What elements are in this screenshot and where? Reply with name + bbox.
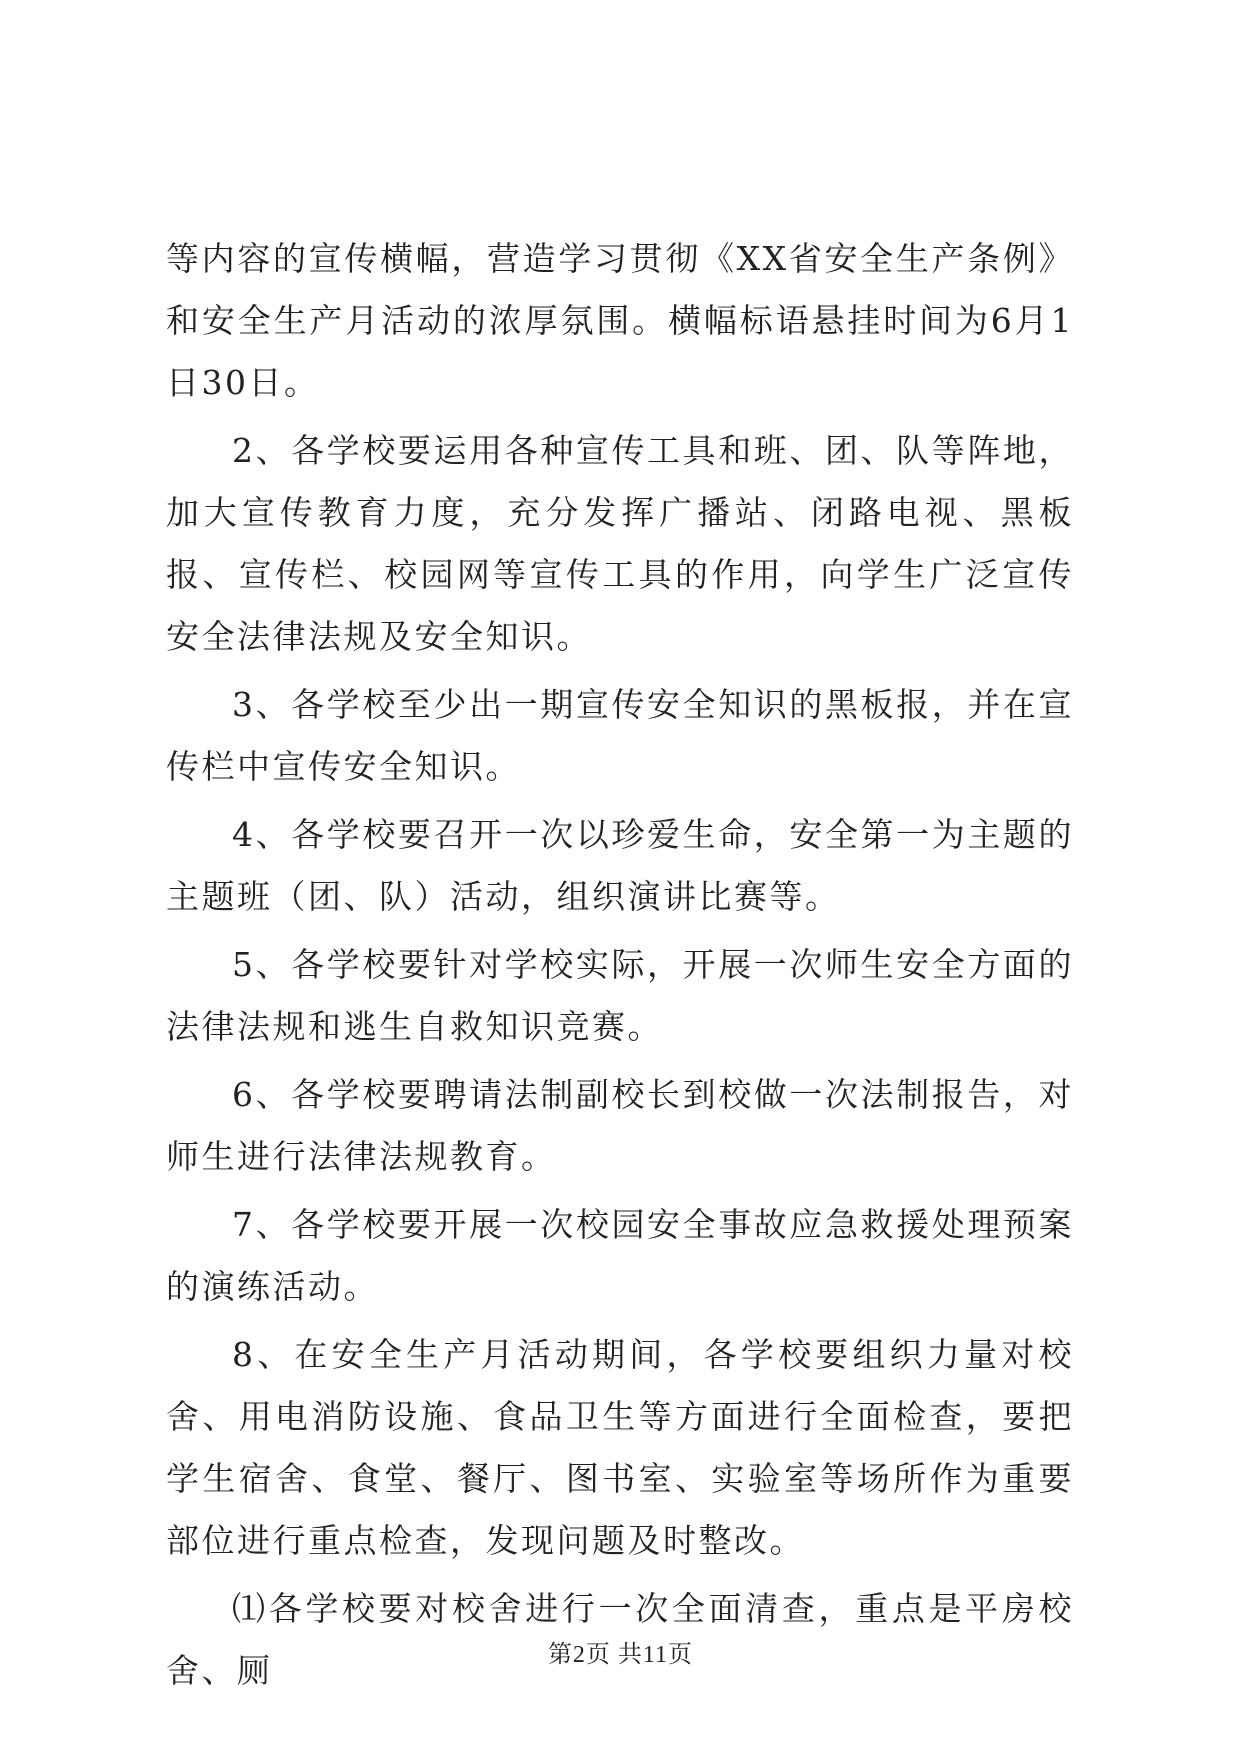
paragraph-item-4: 4、各学校要召开一次以珍爱生命，安全第一为主题的主题班（团、队）活动，组织演讲比赛等。 (166, 815, 1074, 916)
paragraph-item-5: 5、各学校要针对学校实际，开展一次师生安全方面的法律法规和逃生自救知识竞赛。 (166, 945, 1074, 1046)
page-number-footer: 第2页 共11页 (547, 1642, 694, 1668)
paragraph-item-8: 8、在安全生产月活动期间，各学校要组织力量对校舍、用电消防设施、食品卫生等方面进行全面检查，要把学生宿舍、食堂、餐厅、图书室、实验室等场所作为重要部位进行重点检查，发现问题及时整改。 (166, 1335, 1074, 1560)
paragraph-subitem-1: ⑴各学校要对校舍进行一次全面清查，重点是平房校舍、厕 (166, 1589, 1074, 1690)
paragraph-item-2: 2、各学校要运用各种宣传工具和班、团、队等阵地，加大宣传教育力度，充分发挥广播站、闭路电视、黑板报、宣传栏、校园网等宣传工具的作用，向学生广泛宣传安全法律法规及安全知识。 (166, 431, 1074, 656)
paragraph-item-3: 3、各学校至少出一期宣传安全知识的黑板报，并在宣传栏中宣传安全知识。 (166, 685, 1074, 786)
paragraph-item-6: 6、各学校要聘请法制副校长到校做一次法制报告，对师生进行法律法规教育。 (166, 1075, 1074, 1176)
paragraph-item-7: 7、各学校要开展一次校园安全事故应急救援处理预案的演练活动。 (166, 1205, 1074, 1306)
paragraph-continuation: 等内容的宣传横幅，营造学习贯彻《XX省安全生产条例》和安全生产月活动的浓厚氛围。横幅标语悬挂时间为6月1日30日。 (166, 239, 1074, 402)
document-body (166, 228, 1074, 1708)
